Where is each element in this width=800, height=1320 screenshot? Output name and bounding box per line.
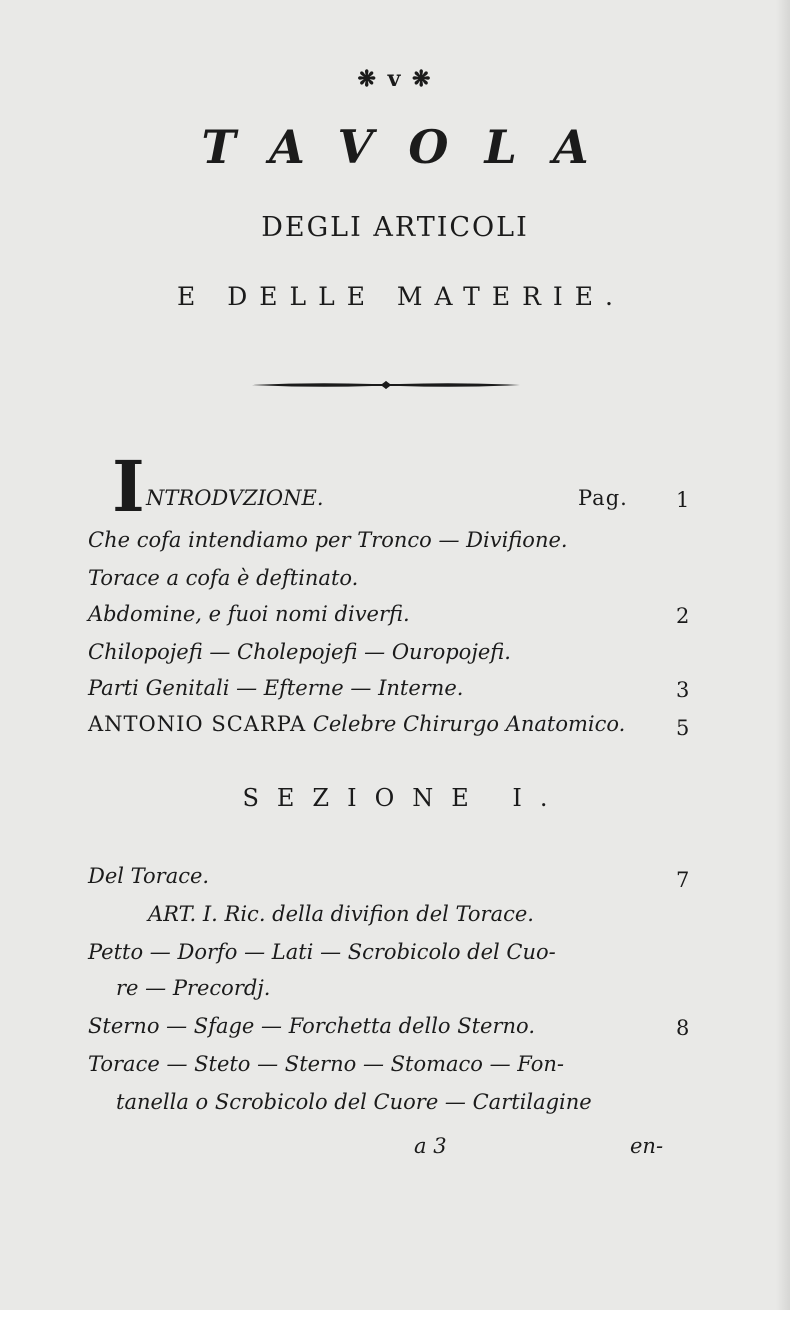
toc-line: Abdomine, e fuoi nomi diverfi. bbox=[88, 602, 410, 626]
page-number: 3 bbox=[676, 678, 690, 702]
page-number: 5 bbox=[676, 716, 690, 740]
subtitle-materie: E DELLE MATERIE. bbox=[177, 282, 625, 311]
page-number: 2 bbox=[676, 604, 690, 628]
toc-line: Petto — Dorfo — Lati — Scrobicolo del Cuo- bbox=[88, 940, 556, 964]
author-description: Celebre Chirurgo Anatomico. bbox=[312, 712, 626, 736]
ornamental-rule bbox=[252, 380, 520, 390]
page-title: TAVOLA bbox=[201, 120, 625, 174]
page-header: ❋ v ❋ bbox=[357, 66, 433, 92]
toc-line: re — Precordj. bbox=[116, 976, 271, 1000]
drop-cap: I bbox=[112, 445, 145, 528]
toc-line: Torace — Steto — Sterno — Stomaco — Fon- bbox=[88, 1052, 564, 1076]
toc-line: Parti Genitali — Efterne — Interne. bbox=[88, 676, 464, 700]
toc-line bbox=[88, 712, 625, 736]
toc-line: Torace a cofa è deftinato. bbox=[88, 566, 359, 590]
toc-line: Che cofa intendiamo per Tronco — Divifione. bbox=[88, 528, 568, 552]
catchword: en- bbox=[630, 1134, 664, 1158]
pag-label: Pag. bbox=[578, 486, 628, 510]
section-heading: SEZIONE I. bbox=[242, 784, 566, 812]
subtitle-articoli: DEGLI ARTICOLI bbox=[261, 212, 529, 243]
page-number: 7 bbox=[676, 868, 690, 892]
toc-line: Chilopojefi — Cholepojefi — Ouropojefi. bbox=[88, 640, 511, 664]
page-number: 1 bbox=[676, 488, 690, 512]
signature-mark: a 3 bbox=[414, 1134, 447, 1158]
article-heading: ART. I. Ric. della divifion del Torace. bbox=[148, 902, 534, 926]
author-name: ANTONIO SCARPA bbox=[88, 712, 307, 736]
page-number: 8 bbox=[676, 1016, 690, 1040]
toc-line: tanella o Scrobicolo del Cuore — Cartilagine bbox=[116, 1090, 592, 1114]
toc-line: Sterno — Sfage — Forchetta dello Sterno. bbox=[88, 1014, 535, 1038]
intro-heading: NTRODVZIONE. bbox=[146, 486, 324, 510]
toc-line: Del Torace. bbox=[88, 864, 210, 888]
